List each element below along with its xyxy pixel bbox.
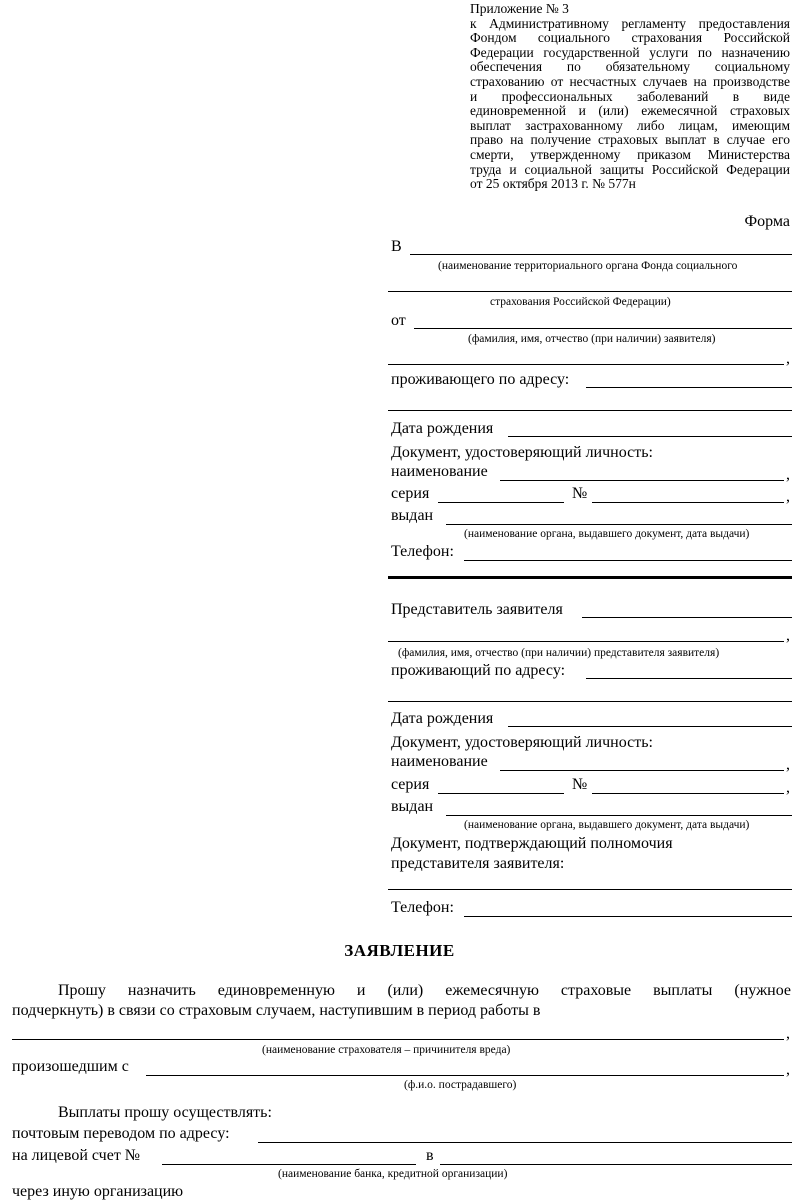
territorial-org-field[interactable] [410, 254, 792, 255]
appendix-line: право на получение страховых выплат в случае его [470, 132, 790, 148]
birth-label: Дата рождения [391, 420, 494, 437]
account-number-field[interactable] [162, 1164, 416, 1165]
rep-doc-number-field[interactable] [592, 793, 784, 794]
applicant-name-field[interactable] [414, 328, 792, 329]
postal-address-field[interactable] [258, 1142, 792, 1143]
appendix-line: от 25 октября 2013 г. № 577н [470, 176, 636, 192]
rep-label: Представитель заявителя [391, 601, 563, 618]
statement-para-line-2: подчеркнуть) в связи со страховым случаем, наступившим в период работы в [12, 1002, 541, 1019]
appendix-line: обеспечения по обязательному социальному [470, 59, 790, 75]
applicant-caption: (фамилия, имя, отчество (при наличии) заявителя) [468, 333, 716, 345]
rep-doc-series-field[interactable] [438, 793, 564, 794]
series-label: серия [391, 485, 430, 502]
applicant-birthdate-field[interactable] [508, 436, 792, 437]
postal-label: почтовым переводом по адресу: [12, 1125, 230, 1142]
occurred-label: произошедшим с [12, 1058, 129, 1075]
applicant-doc-number-field[interactable] [592, 502, 784, 503]
comma: , [786, 779, 790, 796]
rep-name-field-2[interactable] [388, 641, 784, 642]
rep-doc-issued-field[interactable] [446, 815, 792, 816]
bank-name-field[interactable] [440, 1164, 792, 1165]
form-label: Форма [744, 213, 790, 230]
authority-label-2: представителя заявителя: [391, 855, 565, 872]
rep-address-field[interactable] [586, 678, 792, 679]
comma: , [786, 466, 790, 483]
appendix-line: к Административному регламенту предоставления [470, 15, 790, 31]
rep-issued-caption: (наименование органа, выдавшего документ, дата выдачи) [464, 819, 750, 831]
address-label: проживающего по адресу: [391, 371, 570, 388]
statement-para-line-1: Прошу назначить единовременную и (или) ежемесячную страховые выплаты (нужное [58, 982, 791, 999]
authority-doc-field[interactable] [388, 889, 792, 890]
phone-label: Телефон: [391, 543, 454, 560]
rep-number-label: № [572, 776, 588, 793]
appendix-line: и профессиональных заболеваний в виде [470, 88, 790, 104]
rep-phone-label: Телефон: [391, 899, 454, 916]
to-label: В [391, 238, 402, 255]
account-label: на лицевой счет № [12, 1147, 141, 1164]
applicant-doc-issued-field[interactable] [446, 524, 792, 525]
insurer-name-field[interactable] [12, 1039, 784, 1040]
appendix-line: выплат застрахованному либо лицам, имеющим [470, 117, 790, 133]
rep-address-field-2[interactable] [388, 701, 792, 702]
insurer-caption: (наименование страхователя – причинителя вреда) [262, 1044, 511, 1056]
appendix-line: Федерации государственной услуги по назначению [470, 44, 790, 60]
applicant-doc-name-field[interactable] [500, 480, 784, 481]
comma: , [786, 627, 790, 644]
rep-birthdate-field[interactable] [508, 726, 792, 727]
rep-phone-field[interactable] [464, 916, 792, 917]
comma: , [786, 350, 790, 367]
applicant-doc-series-field[interactable] [438, 502, 564, 503]
rep-birth-label: Дата рождения [391, 710, 494, 727]
applicant-phone-field[interactable] [464, 560, 792, 561]
other-org-label: через иную организацию [12, 1183, 184, 1200]
number-label: № [572, 485, 588, 502]
appendix-line: страхованию от несчастных случаев на производстве [470, 73, 790, 89]
applicant-name-field-2[interactable] [388, 364, 784, 365]
comma: , [786, 1025, 790, 1042]
in-label: в [426, 1147, 434, 1164]
appendix-line: Фондом социального страхования Российской [470, 30, 790, 46]
rep-doc-name-label: наименование [391, 753, 488, 770]
doc-name-label: наименование [391, 463, 488, 480]
rep-doc-name-field[interactable] [500, 770, 784, 771]
appendix-line: труда и социальной защиты Российской Федерации [470, 161, 790, 177]
territorial-org-field-2[interactable] [388, 291, 792, 292]
comma: , [786, 1061, 790, 1078]
section-divider [388, 576, 792, 579]
appendix-line: смерти, утвержденному приказом Министерства [470, 146, 790, 162]
issued-caption: (наименование органа, выдавшего документ, дата выдачи) [464, 528, 750, 540]
rep-name-field[interactable] [582, 617, 792, 618]
appendix-line: Приложение № 3 [470, 1, 569, 16]
comma: , [786, 756, 790, 773]
victim-caption: (ф.и.о. пострадавшего) [404, 1079, 517, 1091]
id-doc-label: Документ, удостоверяющий личность: [391, 444, 653, 461]
rep-issued-label: выдан [391, 798, 434, 815]
bank-caption: (наименование банка, кредитной организации) [278, 1168, 508, 1180]
applicant-address-field-2[interactable] [388, 410, 792, 411]
rep-address-label: проживающий по адресу: [391, 662, 566, 679]
appendix-line: единовременной и (или) ежемесячной страховых [470, 103, 790, 119]
payments-label: Выплаты прошу осуществлять: [58, 1104, 272, 1121]
rep-id-doc-label: Документ, удостоверяющий личность: [391, 734, 653, 751]
victim-name-field[interactable] [146, 1075, 784, 1076]
applicant-address-field[interactable] [586, 387, 792, 388]
rep-caption: (фамилия, имя, отчество (при наличии) представителя заявителя) [398, 647, 720, 659]
org-caption-2: страхования Российской Федерации) [490, 296, 671, 308]
org-caption: (наименование территориального органа Фонда социального [438, 260, 738, 272]
statement-title: ЗАЯВЛЕНИЕ [344, 941, 455, 960]
authority-label-1: Документ, подтверждающий полномочия [391, 835, 673, 852]
appendix-header [470, 2, 790, 192]
rep-series-label: серия [391, 776, 430, 793]
comma: , [786, 488, 790, 505]
from-label: от [391, 312, 406, 329]
issued-label: выдан [391, 507, 434, 524]
